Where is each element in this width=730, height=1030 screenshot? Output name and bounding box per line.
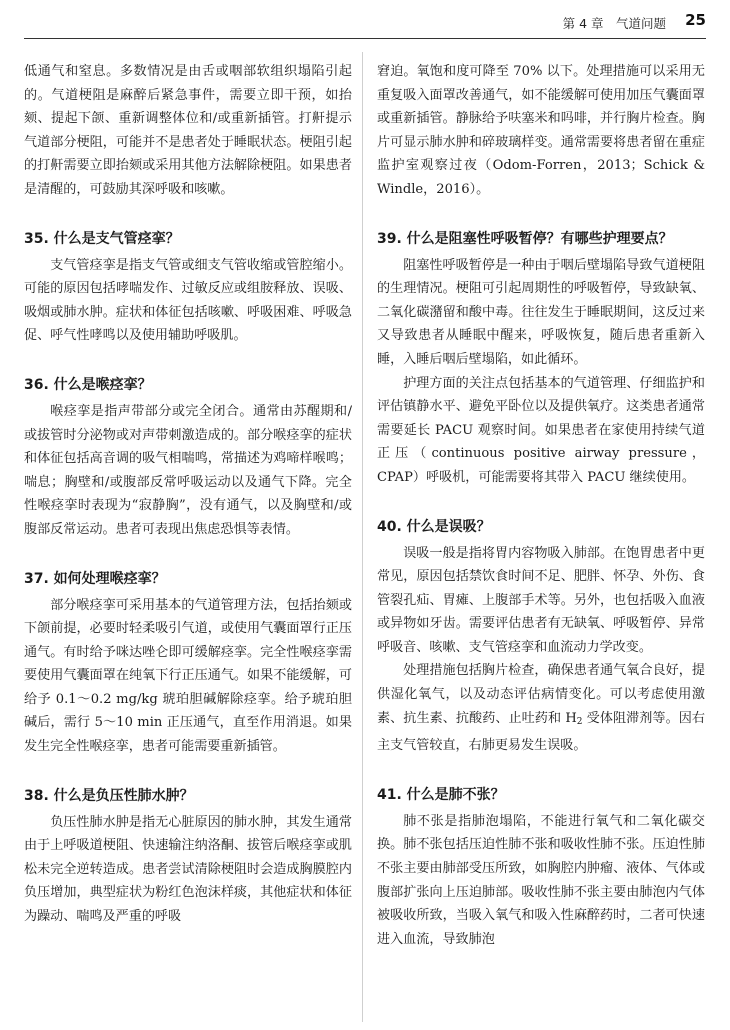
column-divider — [362, 52, 363, 1022]
question-35-answer: 支气管痉挛是指支气管或细支气管收缩或管腔缩小。可能的原因包括哮喘发作、过敏反应或组胺释放、误吸、吸烟或肺水肿。症状和体征包括咳嗽、呼吸困难、呼吸急促、呼气性哮鸣以及使用辅助呼吸肌。 — [24, 257, 352, 344]
question-37-heading: 37. 如何处理喉痉挛？ — [24, 570, 166, 587]
question-39-answer-1: 阻塞性呼吸暂停是一种由于咽后壁塌陷导致气道梗阻的生理情况。梗阻可引起周期性的呼吸暂停，导致缺氧、二氧化碳潴留和酸中毒。往往发生于睡眠期间，这反过来又导致患者从睡眠中醒来，呼吸恢复，随后患者重新入睡，入睡后咽后壁塌陷，如此循环。 — [377, 257, 705, 367]
question-38-heading: 38. 什么是负压性肺水肿？ — [24, 787, 194, 804]
page-header — [0, 0, 730, 40]
answer-text: 处理措施包括胸片检查，确保患者通气氧合良好，提供湿化氧气，以及动态评估病情变化。可以考虑使用激素、抗生素、抗酸药、止吐药和 H — [377, 663, 705, 726]
answer-text: 受体阻滞剂等。因右主支气管较直，右肺更易发生误吸。 — [377, 710, 705, 754]
right-column — [377, 60, 705, 951]
question-36-heading: 36. 什么是喉痉挛？ — [24, 376, 152, 393]
question-40-answer-2 — [377, 659, 705, 757]
continued-paragraph: 窘迫。氧饱和度可降至 70% 以下。处理措施可以采用无重复吸入面罩改善通气，如不能缓解可使用加压气囊面罩或重新插管。静脉给予呋塞米和吗啡，并行胸片检查。胸片可显示肺水肿和碎玻璃样变。通常需要将患者留在重症监护室观察过夜（Odom-Forren，2013；Schick & Windle，2016）。 — [377, 64, 705, 197]
left-column — [24, 60, 352, 929]
question-41-heading: 41. 什么是肺不张？ — [377, 786, 505, 803]
chapter-title: 第 4 章 气道问题 — [562, 16, 666, 31]
question-40-answer-1: 误吸一般是指将胃内容物吸入肺部。在饱胃患者中更常见，原因包括禁饮食时间不足、肥胖、怀孕、外伤、食管裂孔疝、胃瘫、上腹部手术等。另外，也包括吸入血液或异物如牙齿。需要评估患者有无缺氧、呼吸暂停、异常呼吸音、咳嗽、支气管痉挛和血流动力学改变。 — [377, 545, 705, 655]
continued-paragraph: 低通气和窒息。多数情况是由舌或咽部软组织塌陷引起的。气道梗阻是麻醉后紧急事件，需要立即干预，如抬颏、提起下颌、重新调整体位和/或重新插管。打鼾提示气道部分梗阻，可能并不是患者处于睡眠状态。梗阻引起的打鼾需要立即抬颏或采用其他方法解除梗阻。如果患者是清醒的，可鼓励其深呼吸和咳嗽。 — [24, 64, 352, 197]
question-38-answer: 负压性肺水肿是指无心脏原因的肺水肿，其发生通常由于上呼吸道梗阻、快速输注纳洛酮、拔管后喉痉挛或肌松未完全逆转造成。患者尝试清除梗阻时会造成胸膜腔内负压增加，典型症状为粉红色泡沫样痰，其他症状和体征为躁动、喘鸣及严重的呼吸 — [24, 814, 352, 925]
page-number: 25 — [685, 11, 706, 29]
header-rule — [24, 38, 706, 39]
question-41-answer: 肺不张是指肺泡塌陷，不能进行氧气和二氧化碳交换。肺不张包括压迫性肺不张和吸收性肺不张。压迫性肺不张主要由肺部受压所致，如胸腔内肿瘤、液体、气体或腹部扩张向上压迫肺部。吸收性肺不张主要由肺泡内气体被吸收所致，当吸入氧气和吸入性麻醉药时，二者可快速进入血流，导致肺泡 — [377, 813, 705, 947]
question-39-heading: 39. 什么是阻塞性呼吸暂停？有哪些护理要点？ — [377, 230, 673, 247]
question-39-answer-2: 护理方面的关注点包括基本的气道管理、仔细监护和评估镇静水平、避免平卧位以及提供氧疗。这类患者通常需要延长 PACU 观察时间。如果患者在家使用持续气道正压（continuous positive airway pressure，CPAP）呼吸机，可能需要将其带入 PACU 继续使用。 — [377, 375, 705, 485]
question-36-answer: 喉痉挛是指声带部分或完全闭合。通常由苏醒期和/或拔管时分泌物或对声带刺激造成的。部分喉痉挛的症状和体征包括高音调的吸气相喘鸣，常描述为鸡啼样喉鸣；喘息；胸壁和/或腹部反常呼吸运动以及通气下降。完全性喉痉挛时表现为“寂静胸”，没有通气，以及胸壁和/或腹部反常运动。患者可表现出焦虑恐惧等表情。 — [24, 403, 352, 537]
question-37-answer: 部分喉痉挛可采用基本的气道管理方法，包括抬颏或下颌前提，必要时轻柔吸引气道，或使用气囊面罩行正压通气。有时给予咪达唑仑即可缓解痉挛。完全性喉痉挛需要使用气囊面罩在纯氧下行正压通气。如果不能缓解，可给予 0.1～0.2 mg/kg 琥珀胆碱解除痉挛。给予琥珀胆碱后，需行 5～10 min 正压通气，直至作用消退。如果发生完全性喉痉挛，患者可能需要重新插管。 — [24, 597, 352, 755]
question-40-heading: 40. 什么是误吸？ — [377, 518, 491, 535]
question-35-heading: 35. 什么是支气管痉挛？ — [24, 230, 180, 247]
subscript-2: 2 — [576, 716, 583, 727]
